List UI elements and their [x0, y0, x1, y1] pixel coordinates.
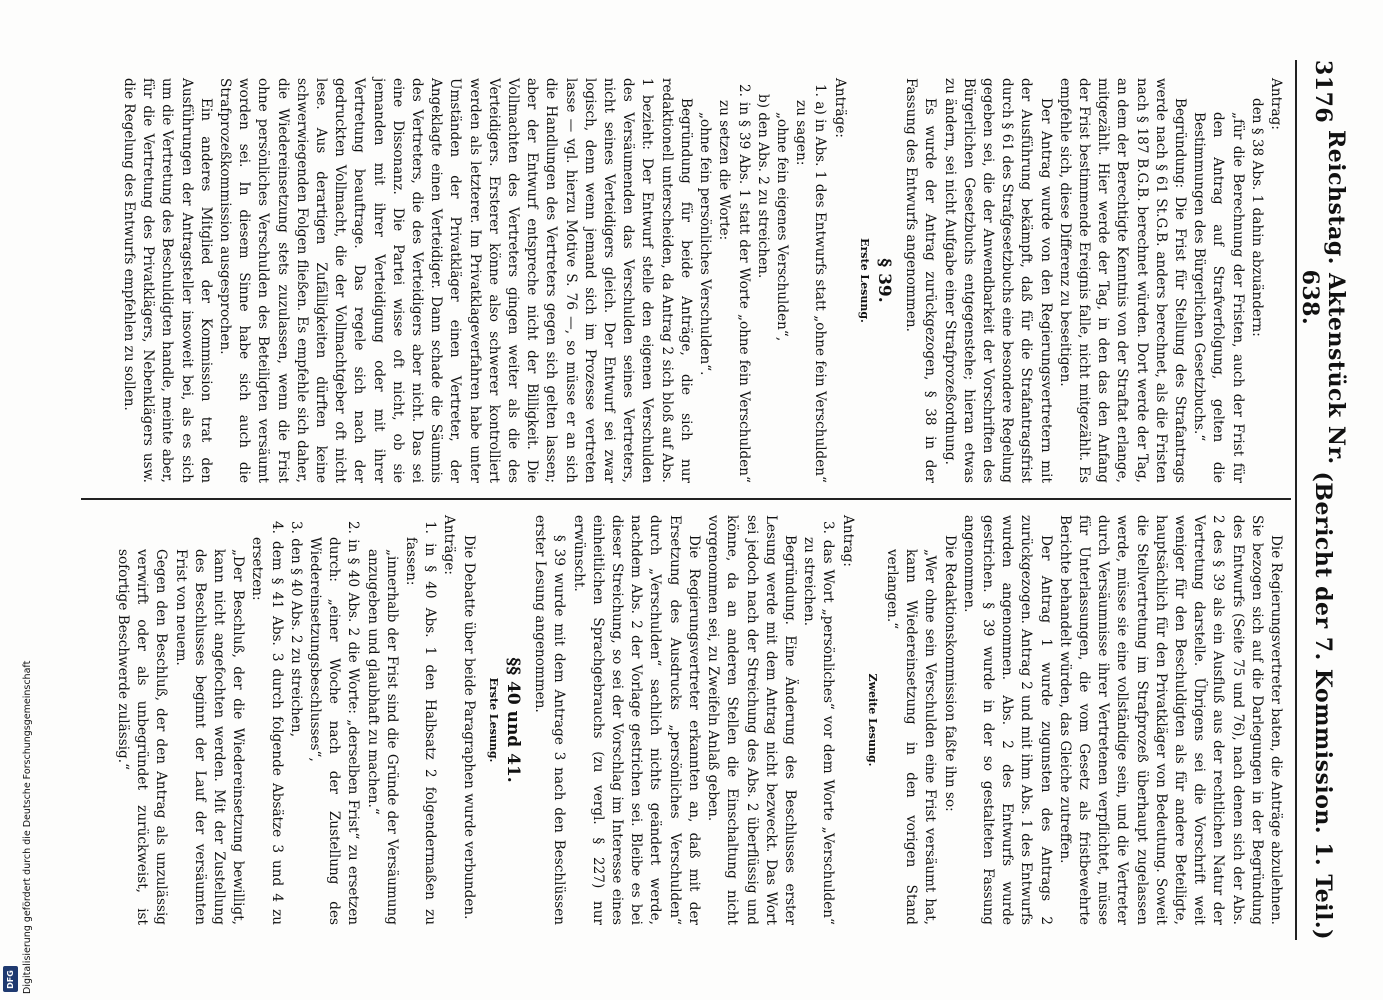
paragraph: „ohne fein persönliches Verschulden“. [697, 112, 714, 376]
paragraph: „Der Beschluß, der die Wiedereinsetzung bewilligt, kann nicht angefochten werden. Mit der Zustellung des Beschlusses beginnt der Lauf der versäumten Frist von neuem. [172, 549, 247, 925]
paragraph: „ohne fein eigenes Verschulden“, [773, 112, 790, 342]
paragraph: § 39 wurde mit dem Antrage 3 nach den Beschlüssen erster Lesung angenommen. [532, 515, 568, 925]
header-rule [1295, 60, 1297, 940]
page-number: 3176 [1310, 60, 1336, 124]
paragraph: den § 38 Abs. 1 dahin abzuändern: [1248, 98, 1265, 337]
paragraph: 3. den § 40 Abs. 2 zu streichen, [287, 521, 304, 738]
dfg-logo-text: DFG [6, 969, 16, 989]
paragraph: 4. dem § 41 Abs. 3 durch folgende Absätze 3 und 4 zu ersetzen: [249, 521, 285, 925]
section-heading: §§ 40 und 41. [503, 657, 524, 783]
paragraph: Begründung für beide Anträge, die sich nur redaktionell unterscheiden, da Antrag 2 sich bloß auf Abs. 1 bezieht: Der Entwurf stelle den eigenen Verschulden des Versäumenden das Verschulden seines Vertreters, nicht seines Verteidigers gleich. Der Entwurf sei zwar logisch, denn wenn jemand sich im Prozesse vertreten lasse — vgl. hierzu Motive S. 76 —, so müsse er an sich die Handlungen des Vertreters gegen sich gelten lassen; aber der Entwurf entspreche nicht der Billigkeit. Die Vollmachten des Vertreters gingen weiter als die des Verteidigers. Ersterer könne also schwerer kontrolliert werden als letzterer. Im Privatklageverfahren habe unter Umständen der Privatkläger einen Vertreter, der Angeklagte einen Verteidiger. Dann schade die Säumnis des Vertreters, die des Verteidigers aber nicht. Das sei eine Dissonanz. Die Partei wisse oft nicht, ob sie jemanden mit ihrer Verteidigung oder mit ihrer Vertretung beauftrage. Das regele sich nach der gedruckten Vollmacht, die der Vollmachtgeber oft nicht lese. Aus derartigen Zufälligkeiten dürften keine schwerwiegenden Folgen fließen. Es empfehle sich daher, die Wiedereinsetzung stets zuzulassen, wenn die Frist ohne persönliches Verschulden des Beteiligten versäumt worden sei. In diesem Sinne habe sich auch die Strafprozeßkommission ausgesprochen. [217, 78, 694, 483]
report-part: (Bericht der 7. Kommission. 1. Teil.) [1310, 471, 1336, 940]
paragraph: b) den Abs. 2 zu streichen. [754, 94, 771, 279]
paragraph: Begründung. Eine Änderung des Beschlusses erster Lesung werde mit dem Antrag nicht bezweckt. Das Wort sei jedoch nach der Streichung des Abs. 2 überflüssig und könne, da an anderen Stellen die Einschaltung nicht vorgenommen sei, zu Zweifeln Anlaß geben. [705, 515, 798, 925]
dfg-logo [3, 966, 18, 992]
reading-subheading: Erste Lesung. [857, 238, 871, 323]
right-column [113, 515, 1285, 925]
reading-subheading: Erste Lesung. [486, 677, 500, 763]
paragraph: Es wurde der Antrag zurückgezogen, § 38 in der Fassung des Entwurfs angenommen. [903, 78, 939, 483]
funding-note-text: Digitalisierung gefördert durch die Deutsche Forschungsgemeinschaft [22, 660, 33, 994]
funding-note [4, 606, 33, 994]
page-header [1297, 60, 1349, 940]
paragraph: Der Antrag 1 wurde zugunsten des Antrags 2 zurückgezogen. Antrag 2 und mit ihm Abs. 1 des Entwurfs wurden angenommen. Abs. 2 des Entwurfs wurde gestrichen. § 39 wurde in der so gestalteten Fassung angenommen. [960, 515, 1054, 925]
paragraph: Ein anderes Mitglied der Kommission trat den Ausführungen der Antragsteller insoweit bei, als es sich um die Vertretung des Beschuldigten handle, meinte aber, für die Vertretung des Privatklägers, Nebenklägers usw. die Regelung des Entwurfs empfehlen zu sollen. [121, 78, 214, 483]
paragraph: 3. das Wort „persönliches“ vor dem Worte „Verschulden“ zu streichen. [801, 521, 837, 925]
paragraph: Die Debatte über beide Paragraphen wurde verbunden. [460, 535, 477, 920]
paragraph: 1. a) in Abs. 1 des Entwurfs statt „ohne fein Verschulden“ zu sagen: [793, 84, 829, 483]
paragraph: Antrag: [839, 515, 856, 567]
page-title: Reichstag. Aktenstück Nr. 638. [1297, 130, 1349, 465]
paragraph: Begründung: Die Frist für Stellung des Strafantrags werde nach § 61 St.G.B. anders berechnet, als die Fristen nach § 187 B.G.B. berechnet würden. Dort werde der Tag, an dem der Berechtigte Kenntnis von der Straftat erlange, mitgezählt. Hier werde der Tag, in den das den Anfang der Frist bestimmende Ereignis falle, nicht mitgezählt. Es empfehle sich, diese Differenz zu beseitigen. [1056, 78, 1188, 483]
paragraph: Anträge: [441, 515, 458, 575]
paragraph: Anträge: [831, 78, 848, 138]
column-divider [81, 498, 1291, 500]
paragraph: 2. in § 39 Abs. 1 statt der Worte „ohne fein Verschulden“ zu setzen die Worte: [716, 84, 752, 483]
paragraph: Die Regierungsvertreter erkannten an, daß mit der Ersetzung des Ausdrucks „persönliches Verschulden“ durch „Verschulden“ sachlich nichts geändert werde, nachdem Abs. 2 der Vorlage gestrichen sei. Bleibe es bei dieser Streichung, so sei der Vorschlag im Interesse eines einheitlichen Sprachgebrauchs (zu vergl. § 227) nur erwünscht. [570, 515, 702, 925]
paragraph: Die Redaktionskommission faßte ihn so: [941, 535, 958, 812]
paragraph: Die Regierungsvertreter baten, die Anträge abzulehnen. Sie bezogen sich auf die Darlegungen in der Begründung des Entwurfs (Seite 75 und 76), nach denen sich der Abs. 2 des § 39 als ein Ausfluß aus der rechtlichen Natur der Vertretung darstelle. Übrigens sei die Vorschrift weit weniger für den Beschuldigten als für andere Beteiligte, hauptsächlich für den Privatkläger von Bedeutung. Soweit die Stellvertretung im Strafprozeß überhaupt zugelassen werde, müsse sie eine vollständige sein, und die Vertreter durch Versäumnisse ihrer Vertretenen verpflichtet, müsse für Unterlassungen, die vom Gesetz als fristbewehrte Berichte behandelt würden, das Gleiche zutreffen. [1056, 515, 1284, 925]
paragraph: 1. in § 40 Abs. 1 den Halbsatz 2 folgendermaßen zu fassen: [403, 521, 439, 925]
paragraph: Gegen den Beschluß, der den Antrag als unzulässig verwirft oder als unbegründet zurückweist, ist sofortige Beschwerde zulässig.“ [115, 549, 170, 925]
paragraph: 2. in § 40 Abs. 2 die Worte: „derselben Frist“ zu ersetzen durch: „einer Woche nach der Zustellung des Wiedereinsetzungsbeschlusses“, [307, 521, 362, 925]
section-heading: § 39. [873, 258, 894, 303]
reading-subheading: Zweite Lesung. [865, 673, 879, 767]
paragraph: Der Antrag wurde von den Regierungsvertretern mit der Ausführung bekämpft, daß für die Strafantragsfrist durch § 61 des Strafgesetzbuchs eine besondere Regelung gegeben sei, die der Anwendbarkeit der Vorschriften des Bürgerlichen Gesetzbuchs entgegenstehe; hieran etwas zu ändern, sei nicht Aufgabe einer Strafprozeßordnung. [941, 78, 1054, 483]
paragraph: „innerhalb der Frist sind die Gründe der Versäumung anzugeben und glaubhaft zu machen.“ [364, 549, 400, 925]
paragraph: „für die Berechnung der Fristen, auch der Frist für den Antrag auf Strafverfolgung, gelten die Bestimmungen des Bürgerlichen Gesetzbuchs.“ [1191, 112, 1246, 483]
left-column [119, 78, 1285, 483]
paragraph: „Wer ohne sein Verschulden eine Frist versäumt hat, kann Wiedereinsetzung in den vorigen Stand verlangen.“ [883, 549, 939, 925]
paragraph: Antrag: [1268, 78, 1284, 130]
